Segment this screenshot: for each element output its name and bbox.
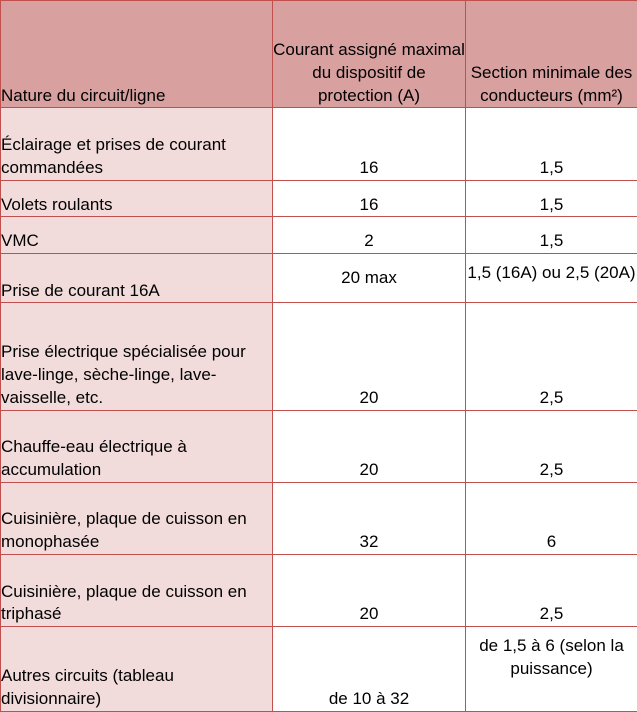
- circuit-label: Cuisinière, plaque de cuisson en monophasée: [1, 483, 273, 555]
- circuit-current: 2: [273, 217, 466, 254]
- circuit-label: Cuisinière, plaque de cuisson en triphasé: [1, 555, 273, 627]
- column-header-min-section: Section minimale des conducteurs (mm²): [466, 1, 637, 108]
- table-row: [1, 254, 637, 303]
- table-row: [1, 108, 637, 180]
- table-row: [1, 410, 637, 482]
- circuit-label: Éclairage et prises de courant commandées: [1, 108, 273, 180]
- table-row: [1, 217, 637, 254]
- circuit-label: Autres circuits (tableau divisionnaire): [1, 627, 273, 712]
- circuit-label: Volets roulants: [1, 180, 273, 217]
- circuit-section: de 1,5 à 6 (selon la puissance): [466, 627, 637, 712]
- circuit-label: Prise électrique spécialisée pour lave-linge, sèche-linge, lave-vaisselle, etc.: [1, 303, 273, 410]
- circuit-section: 6: [466, 483, 637, 555]
- circuit-section: 1,5: [466, 180, 637, 217]
- circuit-section: 1,5: [466, 217, 637, 254]
- table-row: [1, 483, 637, 555]
- circuit-current: 20: [273, 410, 466, 482]
- circuit-current: 20: [273, 303, 466, 410]
- table-header-row: [1, 1, 637, 108]
- table-row: [1, 303, 637, 410]
- circuit-current: 16: [273, 108, 466, 180]
- column-header-circuit-nature: Nature du circuit/ligne: [1, 1, 273, 108]
- table-row: [1, 555, 637, 627]
- circuit-label: Chauffe-eau électrique à accumulation: [1, 410, 273, 482]
- circuit-current: 20 max: [273, 254, 466, 303]
- circuit-current: 20: [273, 555, 466, 627]
- circuit-section: 2,5: [466, 555, 637, 627]
- circuit-label: VMC: [1, 217, 273, 254]
- circuit-current: de 10 à 32: [273, 627, 466, 712]
- circuit-label: Prise de courant 16A: [1, 254, 273, 303]
- circuit-current: 16: [273, 180, 466, 217]
- table-row: [1, 627, 637, 712]
- column-header-max-current: Courant assigné maximal du dispositif de protection (A): [273, 1, 466, 108]
- circuit-section: 2,5: [466, 410, 637, 482]
- circuit-current: 32: [273, 483, 466, 555]
- circuit-section: 1,5: [466, 108, 637, 180]
- circuit-section: 1,5 (16A) ou 2,5 (20A): [466, 254, 637, 303]
- circuit-section: 2,5: [466, 303, 637, 410]
- table-row: [1, 180, 637, 217]
